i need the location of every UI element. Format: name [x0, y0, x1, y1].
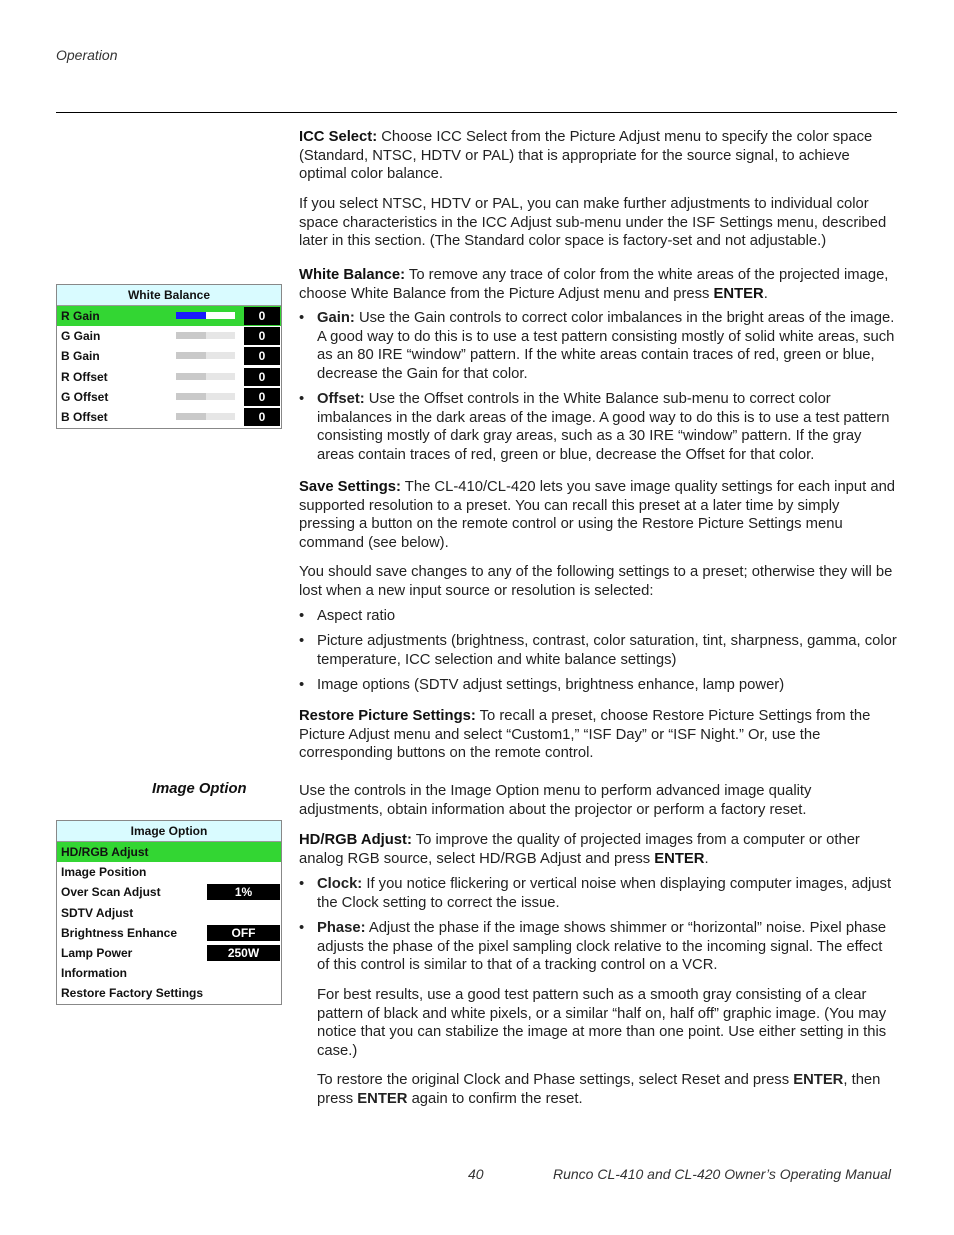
menu-row-label: HD/RGB Adjust [61, 845, 149, 859]
save-settings-text: The CL-410/CL-420 lets you save image quality settings for each input and supported resolution to a preset. You can recall this preset at a later time by simply pressing a button on the remote control or using the Restore Picture Settings menu command (see below). [299, 479, 896, 551]
menu-row-g-offset[interactable] [57, 387, 281, 407]
running-header: Operation [56, 47, 118, 63]
manual-title: Runco CL-410 and CL-420 Owner’s Operating Manual [553, 1166, 892, 1182]
menu-row-label: Image Position [61, 865, 147, 880]
menu-row-label: B Gain [61, 349, 100, 364]
enter-key-label: ENTER [357, 1090, 408, 1107]
menu-row-value: 0 [244, 347, 280, 365]
header-rule [56, 112, 897, 113]
clock-bullet-text [317, 875, 897, 912]
enter-key-label: ENTER [793, 1072, 844, 1088]
g-offset-slider[interactable] [176, 393, 235, 400]
menu-row-information[interactable] [57, 963, 281, 983]
icc-select-paragraph [299, 128, 897, 184]
hd-rgb-text: To improve the quality of projected images from a computer or other analog RGB source, select HD/RGB Adjust and press [299, 832, 860, 867]
menu-row-label: Information [61, 966, 127, 981]
bullet-dot: • [299, 608, 305, 624]
slider-fill [176, 352, 206, 359]
enter-key-label: ENTER [654, 850, 705, 867]
white-balance-paragraph [299, 266, 897, 303]
period: . [704, 850, 709, 867]
menu-row-r-offset[interactable] [57, 367, 281, 387]
menu-row-value: 0 [244, 368, 280, 386]
restore-picture-text: To recall a preset, choose Restore Picture Settings from the Picture Adjust menu and select “Custom1,” “ISF Day” or “ISF Night.” Or, use the corresponding buttons on the remote control. [299, 708, 871, 762]
white-balance-lead: White Balance: [299, 267, 406, 283]
menu-row-value: 0 [244, 408, 280, 426]
save-bullet-text: Image options (SDTV adjust settings, brightness enhance, lamp power) [317, 677, 785, 693]
best-results-paragraph: For best results, use a good test pattern such as a smooth gray consisting of a clear pattern of black and white pixels, or a similar “half on, half off” graphic image. (You may notice that you can stabilize the image at more than one point. Use either setting in this case.) [317, 987, 887, 1059]
slider-fill [176, 413, 206, 420]
bullet-dot: • [299, 310, 305, 326]
menu-row-sdtv-adjust[interactable] [57, 903, 281, 923]
menu-row-value: 1% [207, 884, 280, 900]
restore-clock-paragraph [317, 1071, 897, 1108]
menu-row-image-position[interactable] [57, 862, 281, 882]
menu-row-label: R Offset [61, 369, 108, 384]
menu-row-label: SDTV Adjust [61, 905, 134, 920]
menu-row-brightness-enhance[interactable] [57, 923, 281, 943]
bullet-dot: • [299, 391, 305, 407]
r-gain-slider[interactable] [176, 312, 235, 319]
bullet-dot: • [299, 876, 305, 892]
menu-row-b-offset[interactable] [57, 407, 281, 428]
menu-row-label: B Offset [61, 409, 108, 424]
menu-row-label: G Offset [61, 389, 109, 404]
page-number: 40 [468, 1166, 484, 1182]
menu-row-value: 0 [244, 327, 280, 345]
menu-row-lamp-power[interactable] [57, 943, 281, 963]
offset-text: Use the Offset controls in the White Balance sub-menu to correct color imbalances in the dark areas of the image. A good way to do this is to use a test pattern consisting mostly of dark gray areas, such as a 30 IRE “window” pattern. If the gray areas contain traces of red, green or blue, decrease the Offset for that color. [317, 391, 890, 463]
slider-fill [176, 312, 206, 319]
menu-row-restore-factory-settings[interactable] [57, 983, 281, 1004]
bullet-dot: • [299, 920, 305, 936]
slider-fill [176, 373, 206, 380]
menu-row-label: Restore Factory Settings [61, 986, 204, 1001]
bullet-dot: • [299, 677, 305, 693]
offset-lead: Offset: [317, 391, 365, 407]
hd-rgb-paragraph [299, 831, 897, 868]
icc-select-lead: ICC Select: [299, 129, 378, 145]
image-option-heading: Image Option [152, 781, 247, 797]
menu-row-g-gain[interactable] [57, 326, 281, 346]
white-balance-menu-title: White Balance [57, 285, 281, 306]
restore-clock-text: again to confirm the reset. [407, 1090, 583, 1107]
save-settings-lead: Save Settings: [299, 479, 401, 495]
menu-row-value: 250W [207, 945, 280, 961]
menu-row-label: Brightness Enhance [61, 925, 178, 940]
save-bullet-text: Aspect ratio [317, 608, 396, 624]
bullet-dot: • [299, 633, 305, 649]
clock-lead: Clock: [317, 876, 363, 892]
menu-row-value: 0 [244, 388, 280, 406]
save-list-intro: You should save changes to any of the following settings to a preset; otherwise they will be lost when a new input source or resolution is selected: [299, 564, 893, 599]
icc-adjust-paragraph: If you select NTSC, HDTV or PAL, you can make further adjustments to individual color space characteristics in the ICC Adjust sub-menu under the ISF Settings menu, described later in this section. (The Standard color space is factory-set and not adjustable.) [299, 196, 887, 250]
slider-fill [176, 332, 206, 339]
menu-row-b-gain[interactable] [57, 346, 281, 366]
period: . [763, 285, 768, 302]
phase-lead: Phase: [317, 920, 366, 936]
menu-row-r-gain[interactable] [57, 306, 281, 326]
slider-fill [176, 393, 206, 400]
restore-picture-lead: Restore Picture Settings: [299, 708, 476, 724]
offset-bullet-text [317, 390, 897, 464]
save-settings-paragraph [299, 478, 897, 552]
g-gain-slider[interactable] [176, 332, 235, 339]
icc-select-text: Choose ICC Select from the Picture Adjust menu to specify the color space (Standard, NTSC, HDTV or PAL) that is appropriate for the source signal, to achieve optimal color balance. [299, 129, 873, 183]
menu-row-label: Lamp Power [61, 945, 133, 960]
white-balance-menu [56, 284, 282, 429]
hd-rgb-lead: HD/RGB Adjust: [299, 832, 412, 848]
gain-text: Use the Gain controls to correct color imbalances in the bright areas of the image. A good way to do this is to use a test pattern consisting mostly of solid white areas, such as an 80 IRE “window” pattern. If the white areas contain traces of red, green or blue, decrease the Gain for that color. [317, 310, 895, 382]
restore-clock-text: , then press [317, 1072, 881, 1107]
menu-row-label: G Gain [61, 329, 101, 344]
menu-row-label: Over Scan Adjust [61, 885, 161, 900]
phase-bullet-text [317, 919, 897, 975]
menu-row-value: 0 [244, 307, 280, 325]
b-gain-slider[interactable] [176, 352, 235, 359]
phase-text: Adjust the phase if the image shows shimmer or “horizontal” noise. Pixel phase adjusts the phase of the pixel sampling clock relative to the incoming signal. The effect of this control is similar to that of a tracking control on a VCR. [317, 920, 887, 974]
enter-key-label: ENTER [713, 285, 764, 302]
menu-row-value: OFF [207, 925, 280, 941]
image-option-menu [56, 820, 282, 1005]
restore-picture-paragraph [299, 707, 897, 763]
gain-lead: Gain: [317, 310, 355, 326]
image-option-intro: Use the controls in the Image Option menu to perform advanced image quality adjustments, obtain information about the projector or perform a factory reset. [299, 783, 812, 818]
gain-bullet-text [317, 309, 897, 383]
image-option-menu-title: Image Option [57, 821, 281, 842]
menu-row-hd-rgb-adjust[interactable] [57, 842, 281, 862]
restore-clock-text: To restore the original Clock and Phase settings, select Reset and press [317, 1072, 794, 1088]
r-offset-slider[interactable] [176, 373, 235, 380]
b-offset-slider[interactable] [176, 413, 235, 420]
menu-row-over-scan-adjust[interactable] [57, 882, 281, 902]
menu-row-label: R Gain [61, 309, 100, 323]
clock-text: If you notice flickering or vertical noise when displaying computer images, adjust the Clock setting to correct the issue. [317, 876, 892, 911]
white-balance-text: To remove any trace of color from the white areas of the projected image, choose White Balance from the Picture Adjust menu and press [299, 267, 889, 302]
save-bullet-text: Picture adjustments (brightness, contrast, color saturation, tint, sharpness, gamma, color temperature, ICC selection and white balance settings) [317, 633, 897, 668]
